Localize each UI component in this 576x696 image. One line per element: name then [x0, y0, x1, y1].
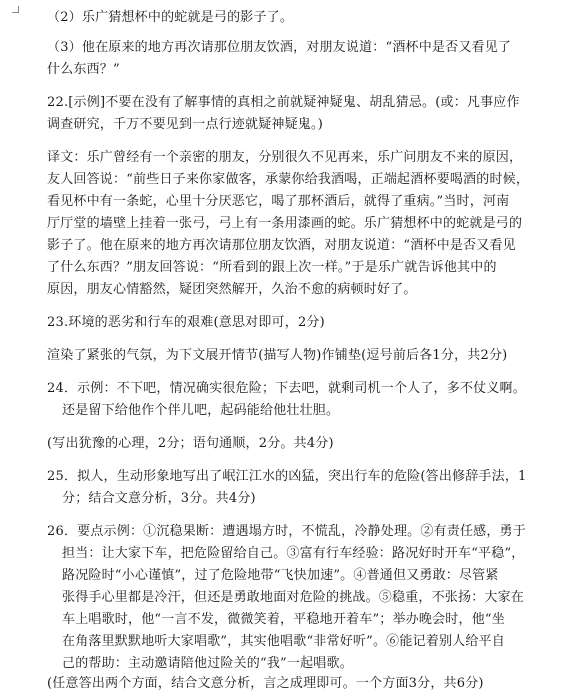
translation-line-4: 厅厅堂的墙壁上挂着一张弓，弓上有一条用漆画的蛇。乐广猜想杯中的蛇就是弓的 — [47, 216, 523, 231]
answer-26-line-2: 担当：让大家下车，把危险留给自己。③富有行车经验：路况好时开车“平稳”， — [62, 546, 525, 561]
answer-24-line-1: 24．示例：不下吧，情况确实很危险；下去吧，就剩司机一个人了，多不仗义啊。 — [47, 381, 526, 396]
answer-23-line-2: 渲染了紧张的气氛，为下文展开情节(描写人物)作铺垫(逗号前后各1分，共2分) — [47, 348, 508, 363]
answer-26-line-4: 张得手心里都是冷汗，但还是勇敢地面对危险的挑战。⑤稳重，不张扬：大家在 — [62, 590, 525, 605]
translation-line-3: 看见杯中有一条蛇，心里十分厌恶它，喝了那杯酒后，就得了重病。”当时，河南 — [47, 194, 510, 209]
answer-24-line-2: 还是留下给他作个伴儿吧，起码能给他壮壮胆。 — [62, 403, 340, 418]
answer-26-line-5: 车上唱歌时，他“一言不发，微微笑着，平稳地开着车”；举办晚会时，他“坐 — [62, 612, 505, 627]
answer-26-line-1: 26．要点示例：①沉稳果断：遭遇塌方时，不慌乱，冷静处理。②有责任感，勇于 — [47, 524, 526, 539]
answer-23-line-1: 23.环境的恶劣和行车的艰难(意思对即可，2分) — [47, 315, 325, 330]
answer-26-scoring: (任意答出两个方面，结合文意分析，言之成理即可。一个方面3分，共6分) — [47, 676, 484, 691]
answer-25-line-2: 分；结合文意分析，3分。共4分) — [62, 491, 256, 506]
answer-26-line-3: 路况险时“小心谨慎”，过了危险地带“飞快加速”。④普通但又勇敢：尽管紧 — [62, 568, 499, 583]
answer-25-line-1: 25．拟人，生动形象地写出了岷江江水的凶猛，突出行车的危险(答出修辞手法，1 — [47, 469, 527, 484]
answer-21-item-2: （2）乐广猜想杯中的蛇就是弓的影子了。 — [47, 10, 294, 25]
translation-line-2: 友人回答说：“前些日子来你家做客，承蒙你给我酒喝，正端起酒杯要喝酒的时候， — [47, 172, 530, 187]
translation-line-6: 了什么东西？”朋友回答说：“所看到的跟上次一样。”于是乐广就告诉他其中的 — [47, 260, 497, 275]
answer-21-item-3-line-1: （3）他在原来的地方再次请那位朋友饮酒，对朋友说道：“酒杯中是否又看见了 — [47, 40, 512, 55]
translation-line-7: 原因，朋友心情豁然，疑团突然解开，久治不愈的病顿时好了。 — [47, 282, 417, 297]
translation-line-5: 影子了。他在原来的地方再次请那位朋友饮酒，对朋友说道：“酒杯中是否又看见 — [47, 238, 516, 253]
answer-22-line-1: 22.[示例]不要在没有了解事情的真相之前就疑神疑鬼、胡乱猜忌。(或：凡事应作 — [47, 95, 520, 110]
page-corner-mark — [12, 6, 19, 13]
answer-21-item-3-line-2: 什么东西？” — [47, 62, 120, 77]
answer-22-line-2: 调查研究，千万不要见到一点行迹就疑神疑鬼。) — [47, 117, 323, 132]
translation-line-1: 译文：乐广曾经有一个亲密的朋友，分别很久不见再来，乐广问朋友不来的原因， — [47, 150, 523, 165]
answer-26-line-6: 在角落里默默地听大家唱歌”，其实他唱歌“非常好听”。⑥能记着别人给平自 — [62, 634, 505, 649]
answer-24-scoring: (写出犹豫的心理，2分；语句通顺，2分。共4分) — [47, 436, 334, 451]
answer-26-line-7: 己的帮助：主动邀请陪他过险关的“我”一起唱歌。 — [62, 656, 353, 671]
